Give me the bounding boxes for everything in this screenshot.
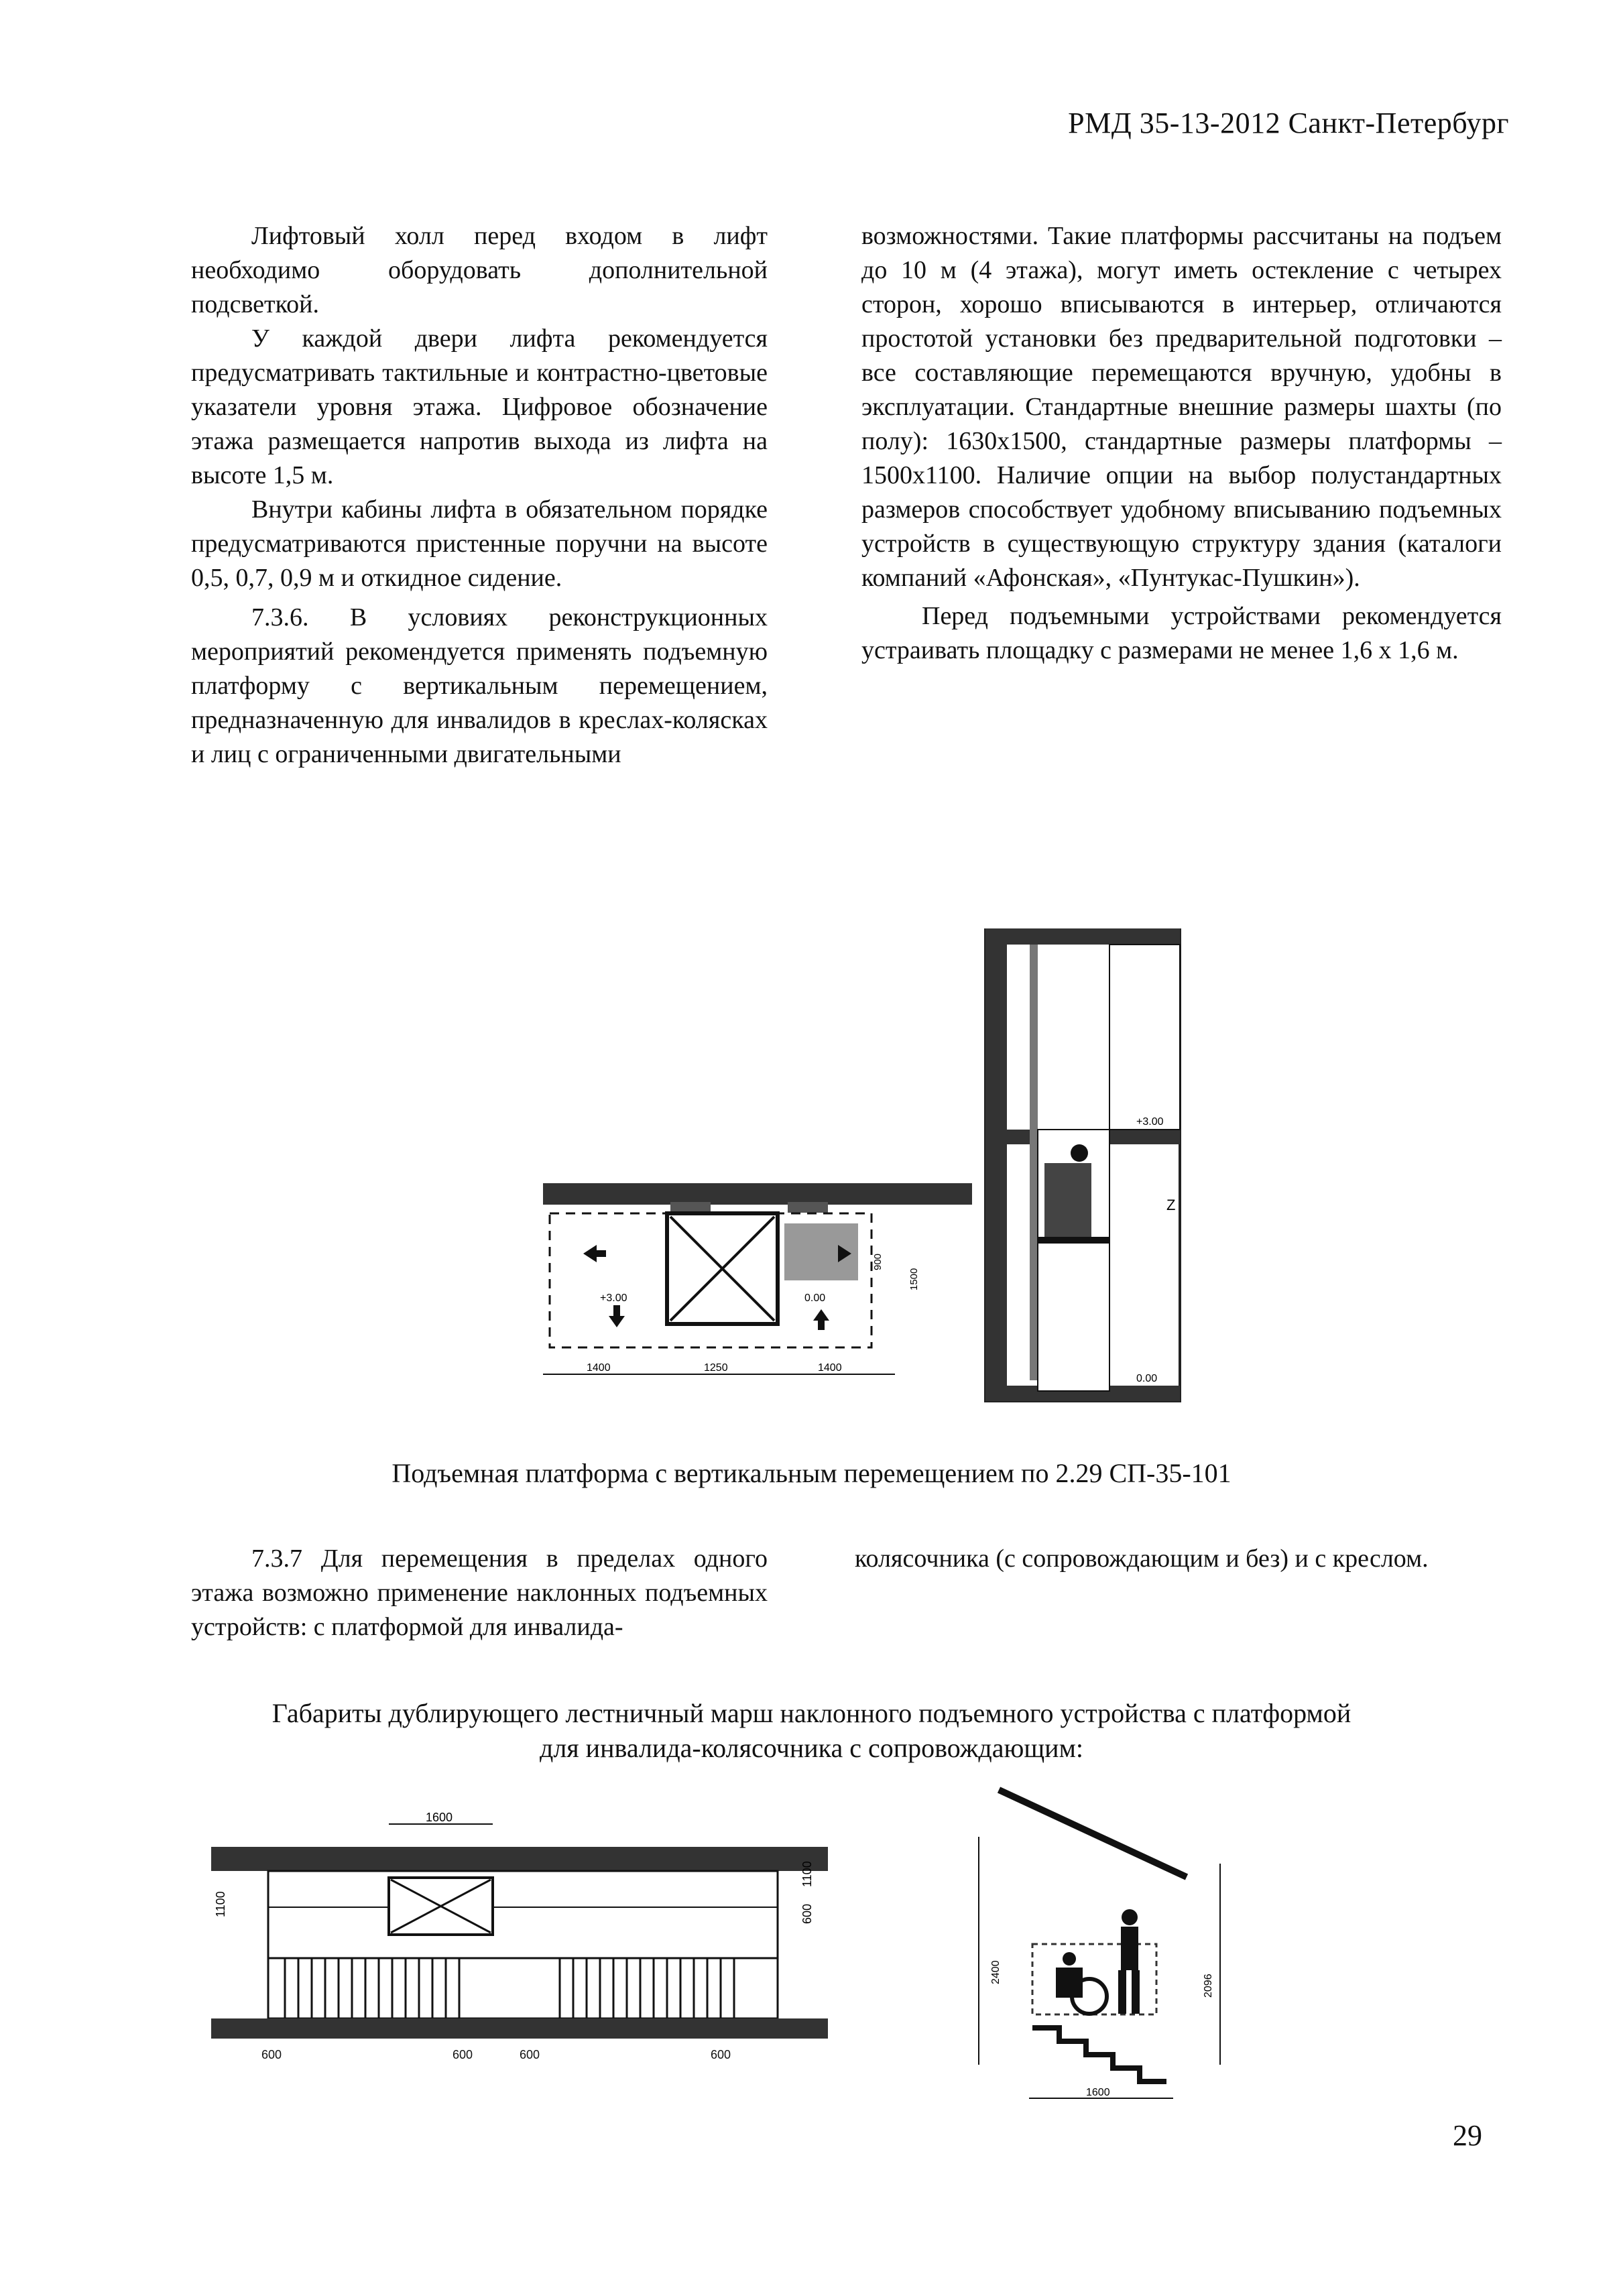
- paragraph: Лифтовый холл перед входом в лифт необходимо оборудовать дополнительной подсветкой.: [191, 222, 768, 318]
- level-label-top: +3.00: [1136, 1116, 1164, 1128]
- figure-inclined-lift-side: [965, 1783, 1234, 2108]
- person-figure: [1044, 1163, 1091, 1237]
- dim-label: 2096: [1203, 1974, 1214, 1998]
- stair-flights: [268, 1958, 778, 2018]
- dim-label: 1500: [908, 1268, 920, 1290]
- page-number: 29: [1453, 2119, 1482, 2152]
- figure-1-caption: Подъемная платформа с вертикальным перемещением по 2.29 СП-35-101: [392, 1458, 1231, 1488]
- paragraph: У каждой двери лифта рекомендуется предусматривать тактильные и контрастно-цветовые указатели уровня этажа. Цифровое обозначение этажа размещается напротив выхода из лифта на высоте 1,5 м.: [191, 324, 768, 489]
- landing: [268, 1871, 778, 1958]
- figure-platform-plan: [536, 1163, 979, 1408]
- document-header: РМД 35-13-2012 Санкт-Петербург: [1068, 107, 1509, 139]
- platform-section-drawing: [972, 928, 1187, 1404]
- stair-plan-bottom-dims: [211, 2048, 828, 2075]
- dim-label: 600: [261, 2048, 282, 2061]
- arrow-up-icon: [813, 1309, 829, 1321]
- dim-label: 600: [453, 2048, 473, 2061]
- dim-label: 2400: [990, 1960, 1002, 1984]
- paragraph: колясочника (с сопровождающим и без) и с креслом.: [855, 1545, 1429, 1573]
- text-column-right-1: [861, 219, 1502, 668]
- dim-label: 1400: [587, 1362, 611, 1374]
- text-column-left-2: [191, 1542, 768, 1644]
- text-column-left-1: [191, 219, 768, 772]
- arrow-shaft: [595, 1250, 606, 1257]
- dim-label: 1600: [426, 1811, 453, 1824]
- arrow-shaft: [613, 1305, 620, 1317]
- dim-label: 600: [800, 1903, 814, 1924]
- paragraph: возможностями. Такие платформы рассчитаны на подъем до 10 м (4 этажа), могут иметь остекление с четырех сторон, хорошо вписываются в интерьер, отличаются простотой установки без предварительной подготовки – все составляющие перемещаются вручную, удобны в эксплуатации. Стандартные внешние размеры шахты (по полу): 1630х1500, стандартные размеры платформы – 1500х1100. Наличие опции на выбор полустандартных размеров способствует удобному вписыванию подъемных устройств в существующую структуру здания (каталоги компаний «Афонская», «Пунтукас-Пушкин»).: [861, 222, 1502, 592]
- stair-plan-drawing: [211, 1807, 828, 2048]
- wall-detail: [788, 1202, 828, 1213]
- level-label-lower: 0.00: [804, 1292, 826, 1304]
- dim-label: 1100: [800, 1861, 814, 1887]
- figure-2-caption: [0, 1696, 1623, 1766]
- platform-floor: [1038, 1237, 1109, 1244]
- wall-bottom: [211, 2018, 828, 2039]
- dim-label: 1100: [214, 1891, 227, 1917]
- companion-leg: [1118, 1970, 1126, 2014]
- stair-ceiling-line: [999, 1790, 1187, 1877]
- upper-door: [1109, 945, 1180, 1130]
- stair-steps: [1032, 2028, 1166, 2081]
- paragraph: 7.3.6. В условиях реконструкционных мероприятий рекомендуется применять подъемную платформу с вертикальным перемещением, предназначенную для инвалидов в креслах-колясках и лиц с ограниченными двигательными: [191, 603, 768, 768]
- person-head: [1071, 1144, 1088, 1162]
- figure-platform-section: [972, 928, 1187, 1408]
- dim-label: 1250: [704, 1362, 728, 1374]
- dim-label: 1400: [818, 1362, 842, 1374]
- text-column-right-2: [855, 1542, 1495, 1576]
- paragraph: Внутри кабины лифта в обязательном порядке предусматриваются пристенные поручни на высоте 0,5, 0,7, 0,9 м и откидное сидение.: [191, 495, 768, 592]
- wall-detail: [670, 1202, 711, 1213]
- paragraph: Перед подъемными устройствами рекомендуется устраивать площадку с размерами не менее 1,6 х 1,6 м.: [861, 602, 1502, 664]
- dim-label: 1600: [1086, 2087, 1110, 2098]
- wheelchair-user: [1056, 1968, 1083, 1998]
- slab-top: [985, 928, 1180, 945]
- arrow-shaft: [818, 1319, 825, 1330]
- wall-left: [985, 928, 1007, 1401]
- guide-rail: [1030, 945, 1038, 1380]
- wall-top: [211, 1847, 828, 1871]
- paragraph: 7.3.7 Для перемещения в пределах одного этажа возможно применение наклонных подъемных устройств: с платформой для инвалида-: [191, 1545, 768, 1641]
- dim-label: 600: [520, 2048, 540, 2061]
- mark-z: Z: [1166, 1197, 1176, 1213]
- caption-line: Габариты дублирующего лестничный марш наклонного подъемного устройства с платформой: [272, 1698, 1351, 1728]
- user-head: [1063, 1952, 1076, 1966]
- wall: [543, 1183, 972, 1205]
- dim-label: 900: [872, 1253, 884, 1270]
- companion-body: [1121, 1927, 1138, 1970]
- level-label-upper: +3.00: [600, 1292, 627, 1304]
- arrow-down-icon: [609, 1316, 625, 1327]
- arrow-left-icon: [583, 1245, 597, 1262]
- figure-stair-plan: [211, 1807, 828, 2061]
- caption-line: для инвалида-колясочника с сопровождающим:: [539, 1733, 1084, 1763]
- companion-leg: [1132, 1970, 1140, 2014]
- inclined-lift-drawing: [965, 1783, 1234, 2105]
- dim-label: 600: [711, 2048, 731, 2061]
- platform-plan-drawing: [536, 1163, 979, 1404]
- level-label-bottom: 0.00: [1136, 1373, 1158, 1384]
- companion-head: [1122, 1909, 1138, 1925]
